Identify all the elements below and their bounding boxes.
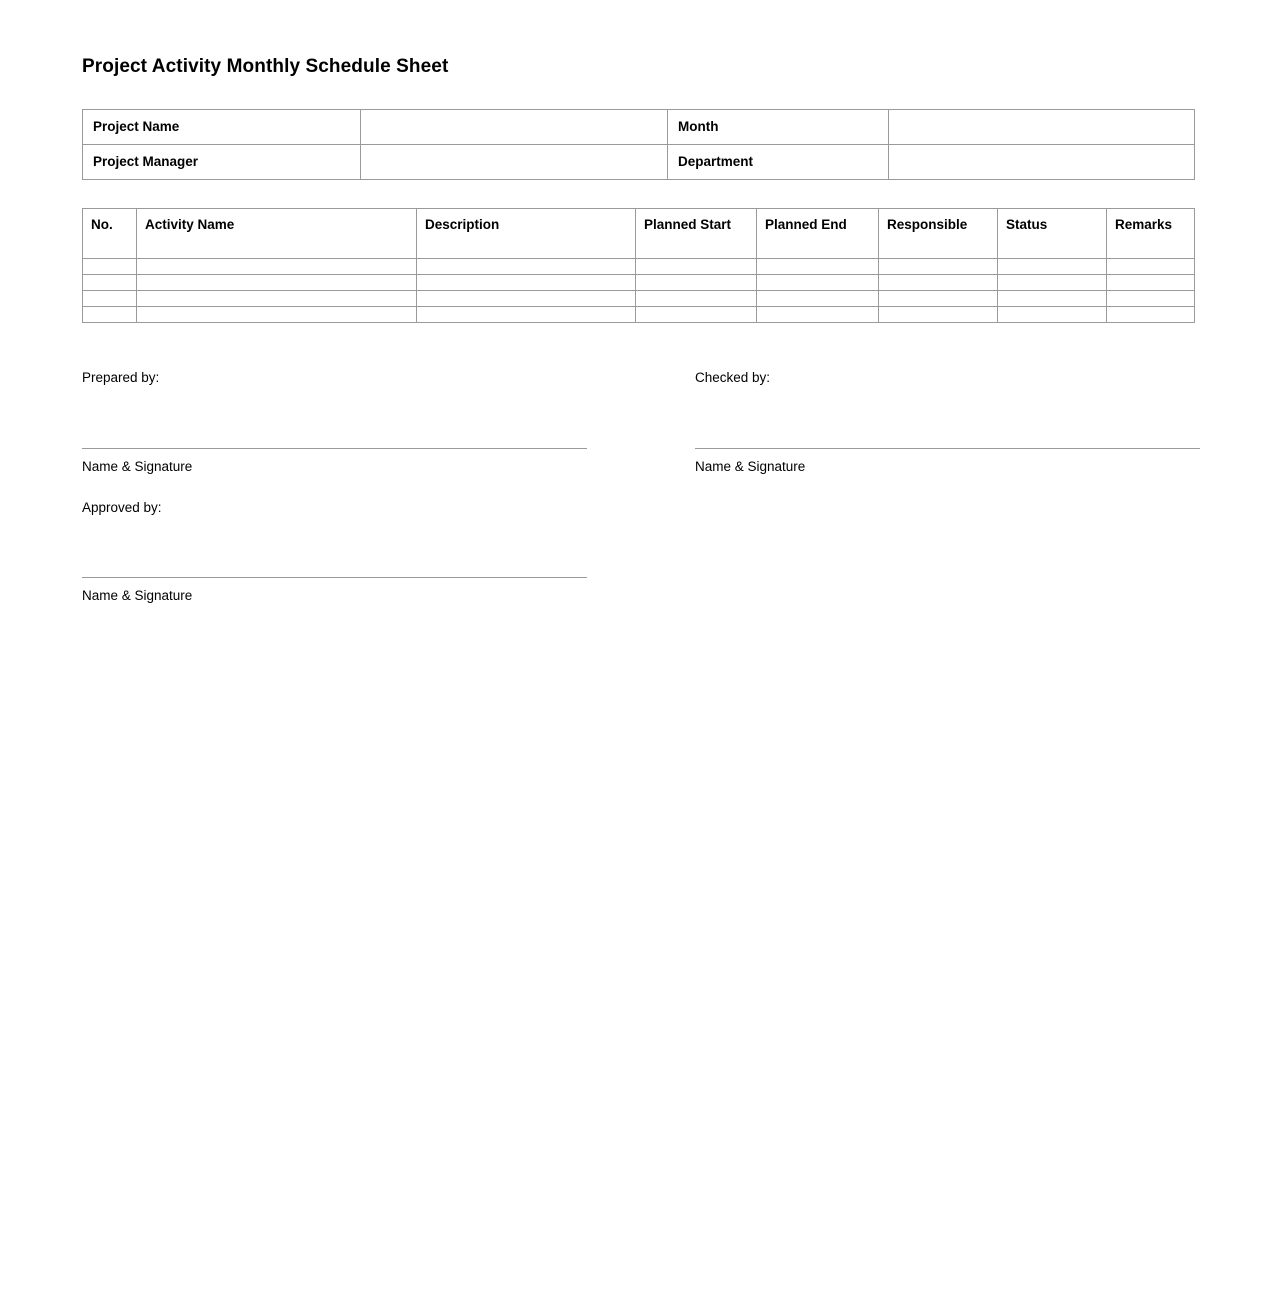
cell-activity-name[interactable]: [137, 290, 417, 306]
cell-description[interactable]: [417, 306, 636, 322]
cell-no[interactable]: [83, 290, 137, 306]
table-row: [83, 274, 1195, 290]
page-title: Project Activity Monthly Schedule Sheet: [82, 56, 449, 77]
checked-by-caption: Name & Signature: [695, 458, 806, 474]
cell-planned-start[interactable]: [636, 274, 757, 290]
approved-by-label: Approved by:: [82, 499, 162, 515]
cell-responsible[interactable]: [879, 306, 998, 322]
cell-remarks[interactable]: [1107, 290, 1195, 306]
cell-status[interactable]: [998, 258, 1107, 274]
signature-block-checked-by: [695, 369, 1200, 607]
cell-status[interactable]: [998, 290, 1107, 306]
cell-remarks[interactable]: [1107, 306, 1195, 322]
cell-description[interactable]: [417, 258, 636, 274]
cell-no[interactable]: [83, 274, 137, 290]
column-header-planned-end: Planned End: [757, 208, 879, 258]
table-row: [83, 109, 1195, 144]
signature-columns: [82, 369, 1197, 607]
column-header-responsible: Responsible: [879, 208, 998, 258]
checked-by-signature-line: [695, 448, 1200, 449]
cell-activity-name[interactable]: [137, 306, 417, 322]
checked-by-label: Checked by:: [695, 369, 771, 385]
activity-table-header-row: [83, 208, 1195, 258]
cell-planned-end[interactable]: [757, 274, 879, 290]
document-page: [0, 0, 1278, 606]
table-row: [83, 306, 1195, 322]
table-row: [83, 144, 1195, 179]
prepared-by-caption: Name & Signature: [82, 458, 193, 474]
signature-spacer: [82, 477, 587, 499]
approved-by-signature-line: [82, 577, 587, 578]
cell-planned-end[interactable]: [757, 306, 879, 322]
prepared-by-label: Prepared by:: [82, 369, 160, 385]
column-header-no: No.: [83, 208, 137, 258]
cell-responsible[interactable]: [879, 290, 998, 306]
cell-planned-start[interactable]: [636, 290, 757, 306]
column-header-planned-start: Planned Start: [636, 208, 757, 258]
table-row: [83, 290, 1195, 306]
info-label-project-manager: Project Manager: [83, 144, 361, 179]
column-header-remarks: Remarks: [1107, 208, 1195, 258]
column-header-description: Description: [417, 208, 636, 258]
cell-activity-name[interactable]: [137, 258, 417, 274]
column-header-status: Status: [998, 208, 1107, 258]
approved-by-caption: Name & Signature: [82, 588, 193, 604]
info-value-month[interactable]: [889, 109, 1195, 144]
cell-remarks[interactable]: [1107, 258, 1195, 274]
cell-planned-start[interactable]: [636, 306, 757, 322]
checked-by-signature-space[interactable]: [695, 388, 1200, 448]
cell-status[interactable]: [998, 274, 1107, 290]
signature-area: [82, 369, 1197, 607]
cell-description[interactable]: [417, 290, 636, 306]
table-row: [83, 258, 1195, 274]
approved-by-signature-space[interactable]: [82, 517, 587, 577]
signature-block-prepared-by: [82, 369, 587, 607]
cell-planned-end[interactable]: [757, 290, 879, 306]
cell-responsible[interactable]: [879, 274, 998, 290]
cell-remarks[interactable]: [1107, 274, 1195, 290]
cell-no[interactable]: [83, 306, 137, 322]
cell-planned-end[interactable]: [757, 258, 879, 274]
project-info-table: [82, 109, 1195, 180]
info-label-department: Department: [668, 144, 889, 179]
prepared-by-signature-line: [82, 448, 587, 449]
cell-no[interactable]: [83, 258, 137, 274]
info-label-project-name: Project Name: [83, 109, 361, 144]
column-header-activity-name: Activity Name: [137, 208, 417, 258]
info-value-project-name[interactable]: [361, 109, 668, 144]
cell-responsible[interactable]: [879, 258, 998, 274]
cell-description[interactable]: [417, 274, 636, 290]
cell-status[interactable]: [998, 306, 1107, 322]
cell-activity-name[interactable]: [137, 274, 417, 290]
cell-planned-start[interactable]: [636, 258, 757, 274]
prepared-by-signature-space[interactable]: [82, 388, 587, 448]
info-label-month: Month: [668, 109, 889, 144]
activity-schedule-table: [82, 208, 1195, 323]
info-value-project-manager[interactable]: [361, 144, 668, 179]
info-value-department[interactable]: [889, 144, 1195, 179]
